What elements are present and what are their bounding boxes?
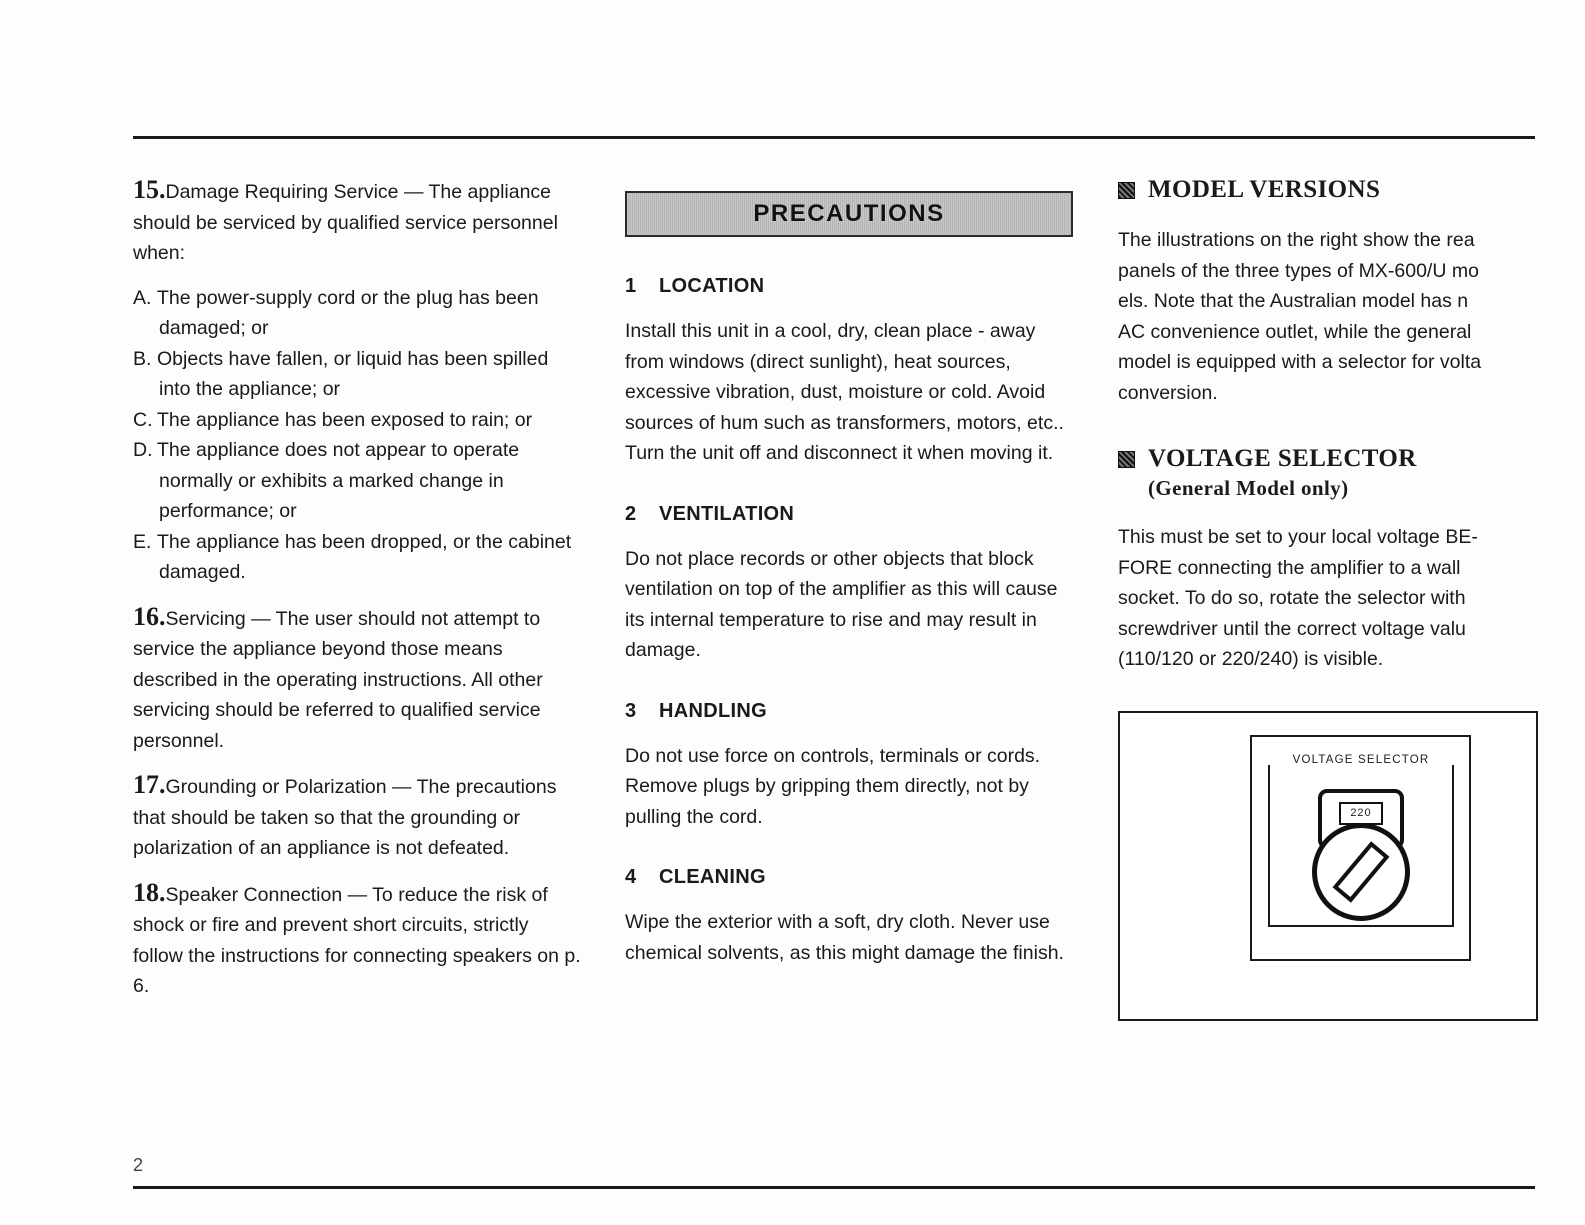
heading-voltage-selector (1118, 444, 1538, 502)
left-column (133, 175, 583, 1016)
item-number: 16. (133, 601, 166, 631)
body-line: panels of the three types of MX-600/U mo (1118, 259, 1479, 282)
section-title: LOCATION (659, 275, 765, 297)
screwdriver-slot-icon (1333, 841, 1390, 902)
list-item (133, 283, 583, 344)
section-heading-ventilation (625, 503, 1073, 526)
section-index: 3 (625, 699, 637, 722)
body-line: The illustrations on the right show the rea (1118, 229, 1475, 251)
section-index: 2 (625, 502, 637, 525)
heading-subtitle: (General Model only) (1148, 476, 1349, 500)
item-number: 15. (133, 175, 166, 204)
numbered-item-17 (133, 770, 583, 864)
list-item-text: The appliance does not appear to operate normally or exhibits a marked change in performance; or (157, 439, 520, 522)
heading-main: VOLTAGE SELECTOR (1148, 445, 1417, 472)
numbered-item-16 (133, 602, 583, 757)
heading-text (1148, 444, 1417, 502)
item-text: Grounding or Polarization — The precautions that should be taken so that the grounding or polarization of an appliance is not defeated. (133, 776, 557, 859)
body-line: conversion. (1118, 381, 1218, 404)
numbered-item-18 (133, 878, 583, 1002)
body-line: (110/120 or 220/240) is visible. (1118, 648, 1384, 670)
list-item-text: The appliance has been exposed to rain; or (157, 408, 533, 431)
section-body-handling: Do not use force on controls, terminals or cords. Remove plugs by gripping them directly, not by pulling the cord. (625, 744, 1041, 828)
bullet-square-icon (1118, 182, 1135, 199)
voltage-selector-knob (1312, 823, 1410, 921)
footer-rule (133, 1186, 1535, 1189)
section-title: VENTILATION (659, 502, 795, 525)
precautions-banner (625, 191, 1073, 237)
list-item (133, 405, 583, 436)
list-item-text: The appliance has been dropped, or the cabinet damaged. (157, 530, 572, 583)
body-line: FORE connecting the amplifier to a wall (1118, 556, 1461, 579)
body-voltage-selector (1118, 522, 1538, 675)
precautions-title: PRECAUTIONS (753, 200, 945, 227)
figure-panel (1250, 735, 1471, 961)
section-heading-location (625, 275, 1073, 298)
body-line: els. Note that the Australian model has n (1118, 290, 1469, 312)
body-line: socket. To do so, rotate the selector with (1118, 587, 1466, 609)
body-model-versions (1118, 225, 1538, 408)
body-line: This must be set to your local voltage BE- (1118, 526, 1478, 548)
list-item (133, 527, 583, 588)
header-rule (133, 136, 1535, 139)
item-text: Servicing — The user should not attempt to service the appliance beyond those means described in the operating instructions. All other servicing should be referred to qualified service personnel. (133, 607, 543, 752)
section-body-ventilation: Do not place records or other objects that block ventilation on top of the amplifier as this will cause its internal temperature to rise and may result in damage. (625, 547, 1058, 661)
list-item-letter: A. (133, 286, 152, 309)
section-body-location: Install this unit in a cool, dry, clean place - away from windows (direct sunlight), heat sources, excessive vibration, dust, moisture or cold. Avoid sources of hum such as transformers, motors, etc.. Turn the unit off and disconnect it when moving it. (625, 320, 1064, 464)
list-item (133, 435, 583, 527)
section-title: CLEANING (659, 866, 766, 888)
section-index: 1 (625, 275, 637, 297)
section-heading-handling (625, 700, 1073, 723)
section-heading-cleaning (625, 866, 1073, 889)
heading-model-versions (1118, 175, 1538, 205)
heading-text: MODEL VERSIONS (1148, 176, 1381, 203)
middle-column (625, 175, 1073, 1002)
voltage-selector-frame (1268, 753, 1454, 927)
page-number: 2 (133, 1155, 144, 1175)
list-item-text: Objects have fallen, or liquid has been spilled into the appliance; or (157, 347, 549, 400)
list-item-letter: D. (133, 439, 153, 461)
section-index: 4 (625, 866, 637, 888)
numbered-item-15 (133, 175, 583, 269)
voltage-value-window: 220 (1339, 802, 1383, 825)
voltage-selector-label: VOLTAGE SELECTOR (1288, 754, 1435, 766)
list-item (133, 344, 583, 405)
item-number: 17. (133, 770, 166, 799)
list-item-letter: C. (133, 408, 153, 431)
right-column (1118, 175, 1538, 1021)
item-text: Speaker Connection — To reduce the risk of shock or fire and prevent short circuits, strictly follow the instructions for connecting speakers on p. 6. (133, 883, 581, 997)
section-title: HANDLING (659, 699, 767, 722)
bullet-square-icon (1118, 451, 1135, 468)
body-line: model is equipped with a selector for volta (1118, 351, 1482, 373)
list-item-letter: B. (133, 347, 152, 370)
voltage-selector-figure (1118, 711, 1538, 1021)
section-body-cleaning: Wipe the exterior with a soft, dry cloth. Never use chemical solvents, as this might damage the finish. (625, 911, 1064, 964)
list-item-letter: E. (133, 530, 152, 553)
lettered-list (133, 283, 583, 588)
item-text: Damage Requiring Service — The appliance should be serviced by qualified service personnel when: (133, 181, 558, 264)
body-line: AC convenience outlet, while the general (1118, 320, 1472, 343)
item-number: 18. (133, 877, 166, 907)
body-line: screwdriver until the correct voltage valu (1118, 617, 1466, 640)
list-item-text: The power-supply cord or the plug has been damaged; or (157, 286, 539, 339)
